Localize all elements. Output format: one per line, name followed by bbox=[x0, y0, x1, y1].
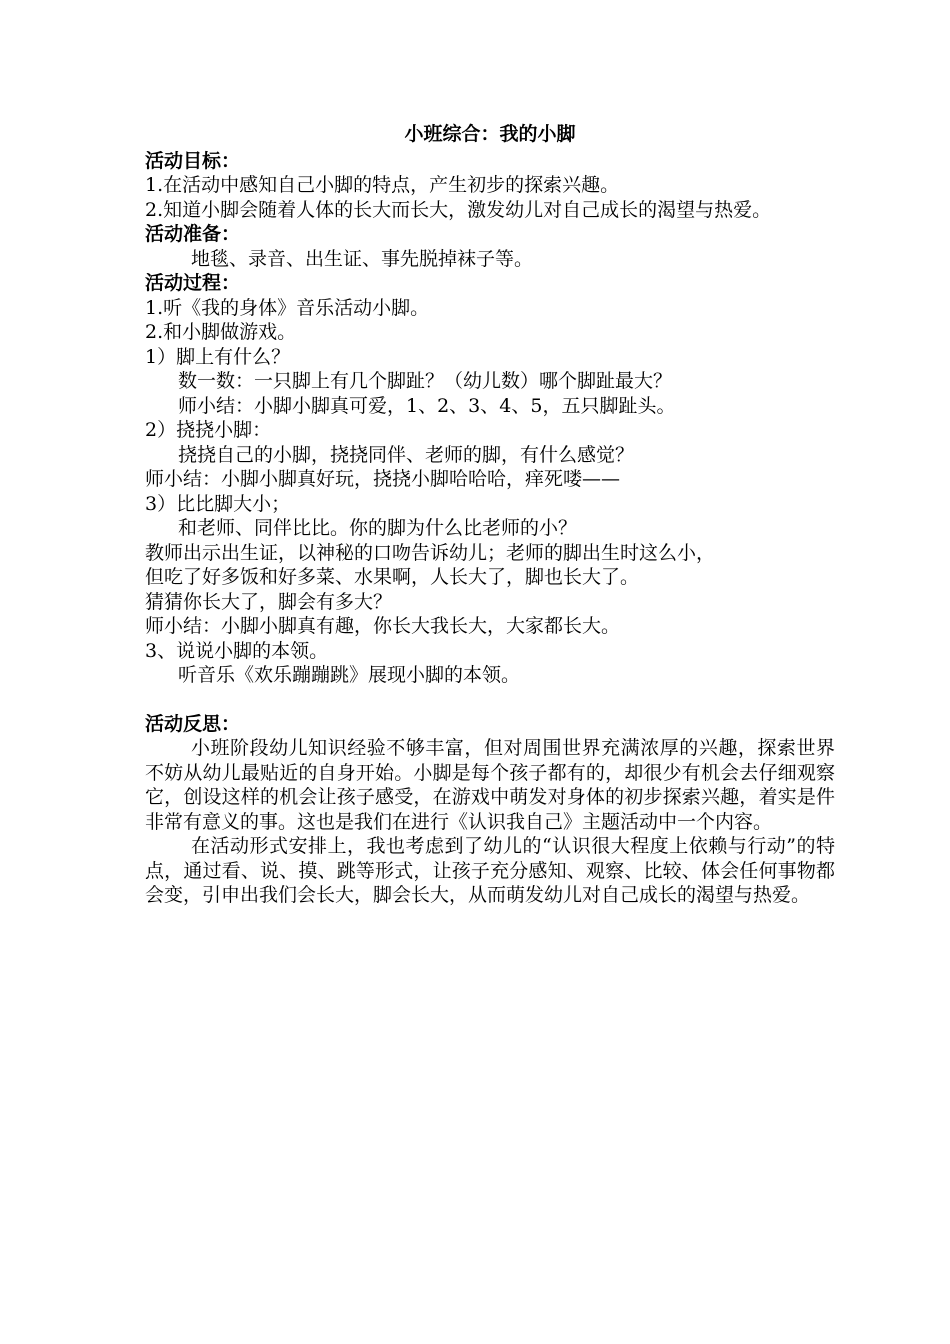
document-body bbox=[145, 122, 835, 908]
process-line: 教师出示出生证，以神秘的口吻告诉幼儿；老师的脚出生时这么小， bbox=[145, 541, 716, 564]
spacer bbox=[145, 688, 835, 712]
process-line: 2.和小脚做游戏。 bbox=[145, 321, 297, 343]
document-title: 小班综合：我的小脚 bbox=[404, 123, 576, 145]
goal-item: 2.知道小脚会随着人体的长大而长大，激发幼儿对自己成长的渴望与热爱。 bbox=[145, 198, 772, 221]
process-line: 师小结：小脚小脚真有趣，你长大我长大，大家都长大。 bbox=[145, 615, 621, 637]
reflection-paragraph: 小班阶段幼儿知识经验不够丰富，但对周围世界充满浓厚的兴趣，探索世界不妨从幼儿最贴近的自身开始。小脚是每个孩子都有的，却很少有机会去仔细观察它，创设这样的机会让孩子感受，在游戏中萌发对身体的初步探索兴趣，着实是件非常有意义的事。这也是我们在进行《认识我自己》主题活动中一个内容。 bbox=[145, 737, 835, 833]
prep-heading: 活动准备： bbox=[145, 223, 241, 245]
process-line: 和老师、同伴比比。你的脚为什么比老师的小？ bbox=[178, 517, 578, 539]
process-line: 2）挠挠小脚： bbox=[145, 419, 272, 441]
goals-heading: 活动目标： bbox=[145, 149, 241, 172]
process-line: 3、说说小脚的本领。 bbox=[145, 639, 329, 662]
process-line: 1.听《我的身体》音乐活动小脚。 bbox=[145, 296, 430, 319]
process-line: 师小结：小脚小脚真好玩，挠挠小脚哈哈哈，痒死喽—— bbox=[145, 468, 621, 490]
process-line: 挠挠自己的小脚，挠挠同伴、老师的脚，有什么感觉？ bbox=[178, 443, 635, 466]
process-heading: 活动过程： bbox=[145, 272, 241, 294]
process-line: 听音乐《欢乐蹦蹦跳》展现小脚的本领。 bbox=[178, 664, 521, 686]
reflection-paragraph: 在活动形式安排上，我也考虑到了幼儿的“认识很大程度上依赖与行动”的特点，通过看、说、摸、跳等形式，让孩子充分感知、观察、比较、体会任何事物都会变，引申出我们会长大，脚会长大，从而萌发幼儿对自己成长的渴望与热爱。 bbox=[145, 835, 835, 906]
process-line: 数一数：一只脚上有几个脚趾？（幼儿数）哪个脚趾最大？ bbox=[178, 370, 673, 392]
process-line: 猜猜你长大了，脚会有多大？ bbox=[145, 590, 393, 613]
process-line: 1）脚上有什么？ bbox=[145, 345, 291, 368]
prep-text: 地毯、录音、出生证、事先脱掉袜子等。 bbox=[191, 247, 534, 270]
process-line: 3）比比脚大小； bbox=[145, 492, 291, 515]
goal-item: 1.在活动中感知自己小脚的特点，产生初步的探索兴趣。 bbox=[145, 174, 620, 196]
process-line: 但吃了好多饭和好多菜、水果啊，人长大了，脚也长大了。 bbox=[145, 566, 640, 588]
reflection-heading: 活动反思： bbox=[145, 712, 241, 735]
process-line: 师小结：小脚小脚真可爱，1、2、3、4、5，五只脚趾头。 bbox=[178, 394, 676, 417]
